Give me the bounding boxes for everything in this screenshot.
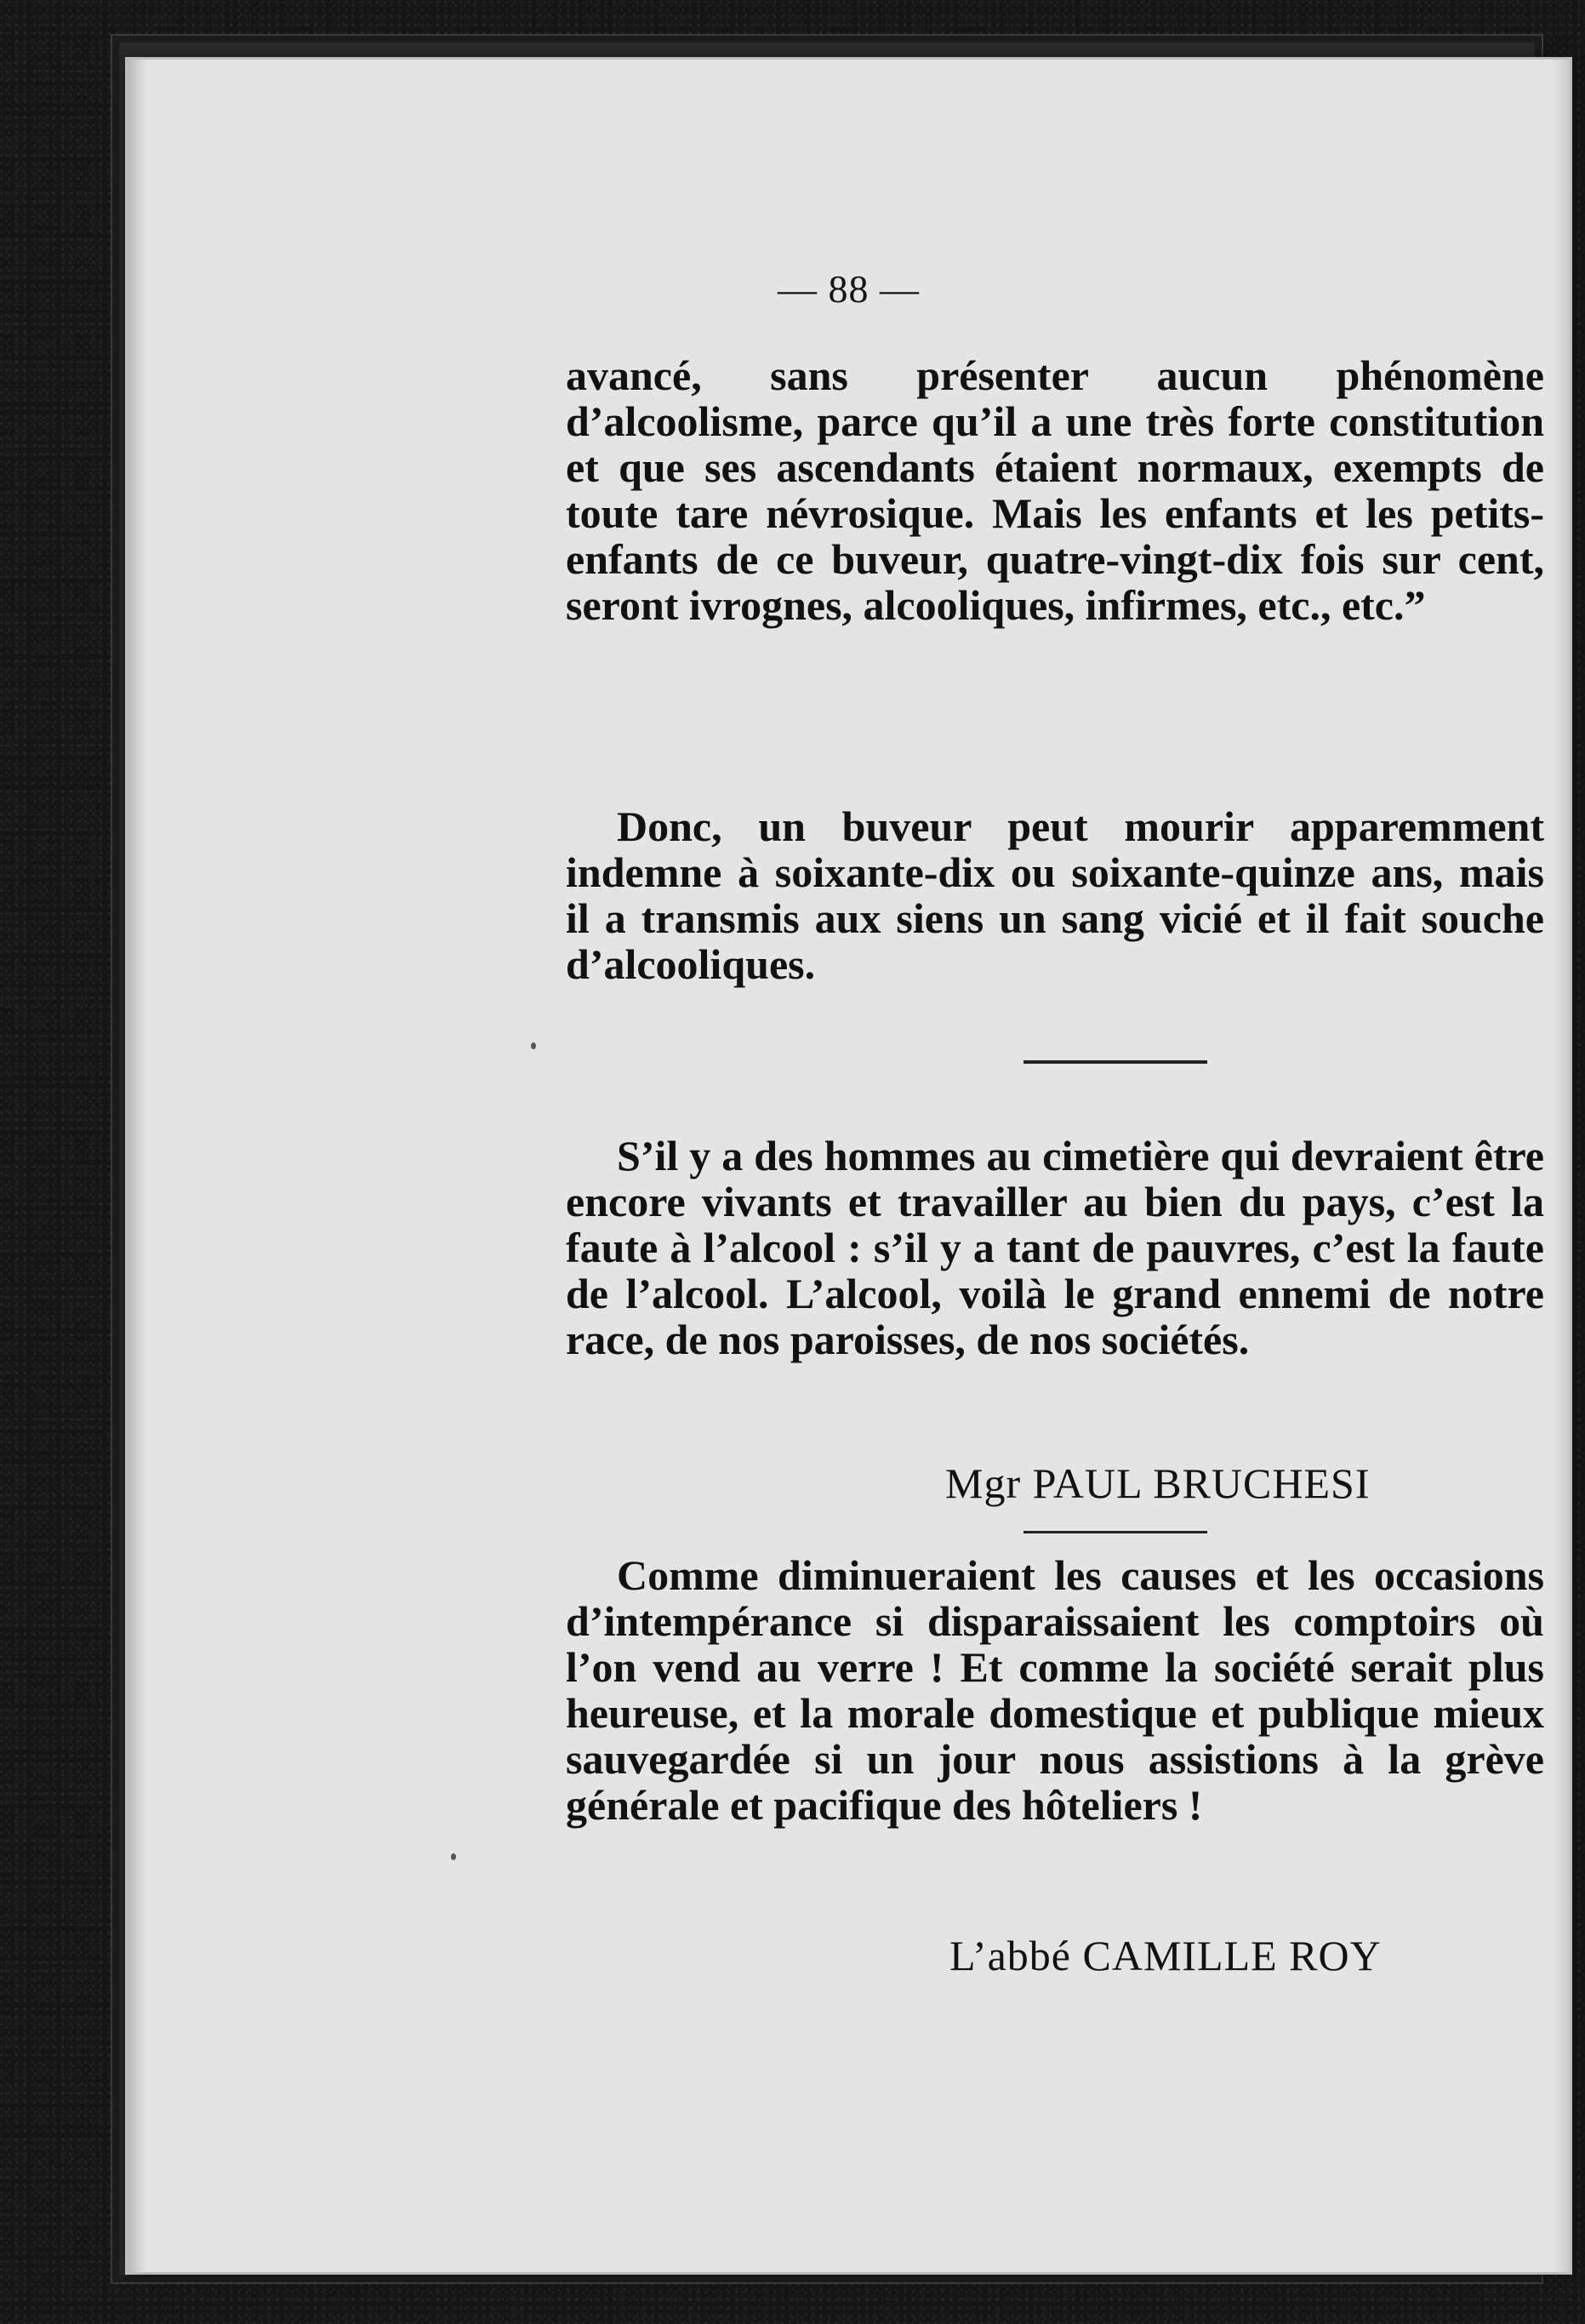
quote-bruchesi (566, 1133, 1544, 1362)
quote-roy (566, 1552, 1544, 1828)
paragraph-text: avancé, sans présenter aucun phénomène d’alcoolisme, parce qu’il a une très forte constitution et que ses ascendants étaient normaux, exempts de toute tare névrosique. Mais les enfants et les petits-enfants de ce buveur, quatre-vingt-dix fois sur cent, seront ivrognes, alcooliques, infirmes, etc., etc.” (566, 351, 1544, 629)
quote-attribution: L’abbé CAMILLE ROY (949, 1932, 1382, 1979)
paragraph-text: Donc, un buveur peut mourir apparemment indemne à soixante-dix ou soixante-quinze ans, mais il a transmis aux siens un sang vicié et il fait souche d’alcooliques. (566, 802, 1544, 988)
section-divider (1023, 1531, 1207, 1533)
book-page (128, 60, 1570, 2272)
paragraph-text: S’il y a des hommes au cimetière qui devraient être encore vivants et travailler au bien du pays, c’est la faute à l’alcool : s’il y a tant de pauvres, c’est la faute de l’alcool. L’alcool, voilà le grand ennemi de notre race, de nos paroisses, de nos sociétés. (566, 1132, 1544, 1363)
paper-speck (531, 1042, 536, 1049)
section-divider (1023, 1060, 1207, 1064)
paper-speck (451, 1853, 456, 1860)
quote-attribution: Mgr PAUL BRUCHESI (945, 1459, 1371, 1507)
paragraph-conclusion (566, 803, 1544, 987)
page-number: — 88 — (778, 267, 920, 311)
paragraph-continuation (566, 352, 1544, 628)
paragraph-text: Comme diminueraient les causes et les occasions d’intempérance si disparaissaient les comptoirs où l’on vend au verre ! Et comme la société serait plus heureuse, et la morale domestique et publique mieux sauvegardée si un jour nous assistions à la grève générale et pacifique des hôteliers ! (566, 1551, 1544, 1829)
